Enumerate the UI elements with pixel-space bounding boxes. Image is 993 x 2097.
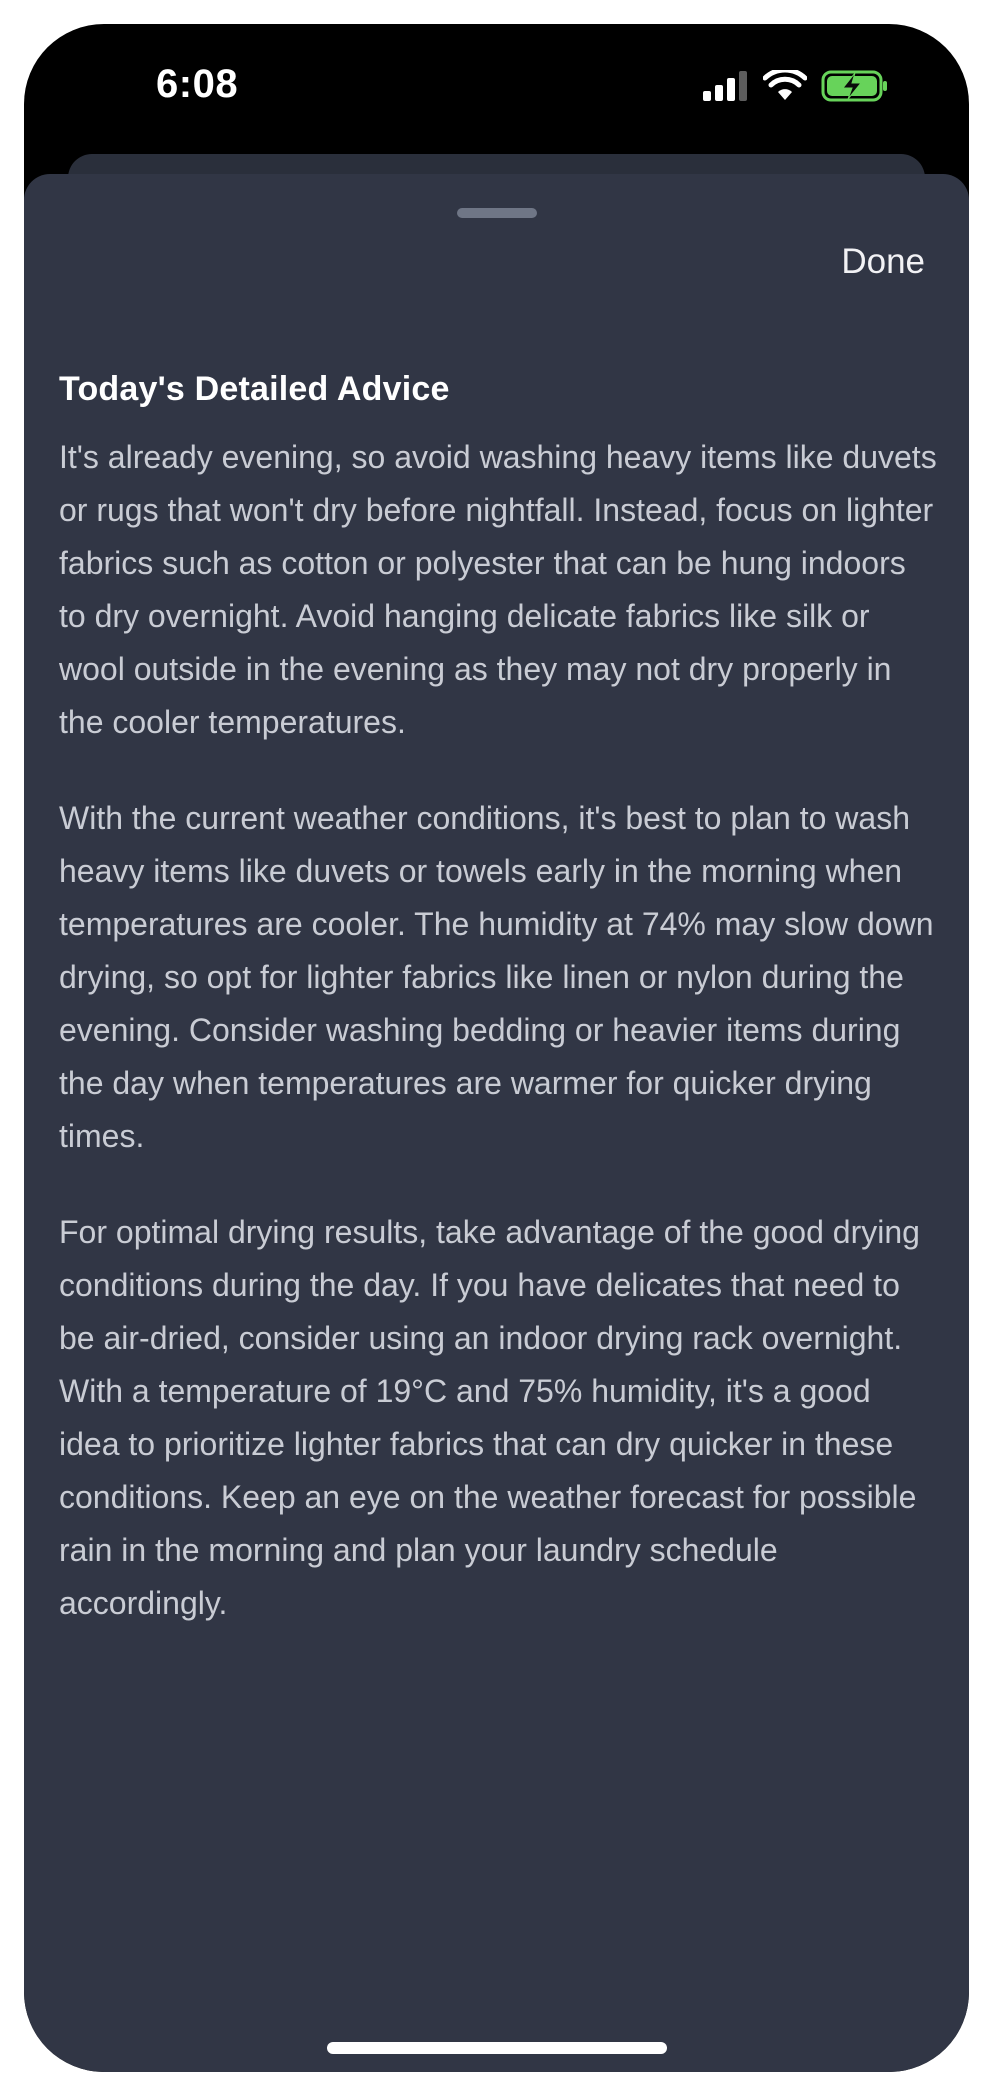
advice-paragraph: With the current weather conditions, it's best to plan to wash heavy items like duvets or towels early in the morning when temperatures are cooler. The humidity at 74% may slow down drying, so opt for lighter fabrics like linen or nylon during the evening. Consider washing bedding or heavier items during the day when temperatures are warmer for quicker drying times. xyxy=(59,800,934,1154)
cellular-signal-icon xyxy=(703,71,749,106)
wifi-icon xyxy=(763,70,807,107)
advice-paragraph: It's already evening, so avoid washing heavy items like duvets or rugs that won't dry before nightfall. Instead, focus on lighter fabrics such as cotton or polyester that can be hung indoors to dry overnight. Avoid hanging delicate fabrics like silk or wool outside in the evening as they may not dry properly in the cooler temperatures. xyxy=(59,439,937,740)
battery-charging-icon xyxy=(821,70,889,107)
advice-content xyxy=(59,370,939,1673)
sheet-grabber[interactable] xyxy=(457,208,537,218)
advice-title: Today's Detailed Advice xyxy=(59,370,450,408)
advice-sheet xyxy=(24,174,969,2072)
status-time: 6:08 xyxy=(156,62,239,106)
phone-screen xyxy=(24,24,969,2072)
home-indicator[interactable] xyxy=(327,2042,667,2054)
status-icons xyxy=(703,70,889,107)
advice-paragraph: For optimal drying results, take advantage of the good drying conditions during the day. If you have delicates that need to be air-dried, consider using an indoor drying rack overnight. With a temperature of 19°C and 75% humidity, it's a good idea to prioritize lighter fabrics that can dry quicker in these conditions. Keep an eye on the weather forecast for possible rain in the morning and plan your laundry schedule accordingly. xyxy=(59,1214,920,1621)
status-bar xyxy=(24,24,969,154)
done-button[interactable]: Done xyxy=(841,242,925,281)
